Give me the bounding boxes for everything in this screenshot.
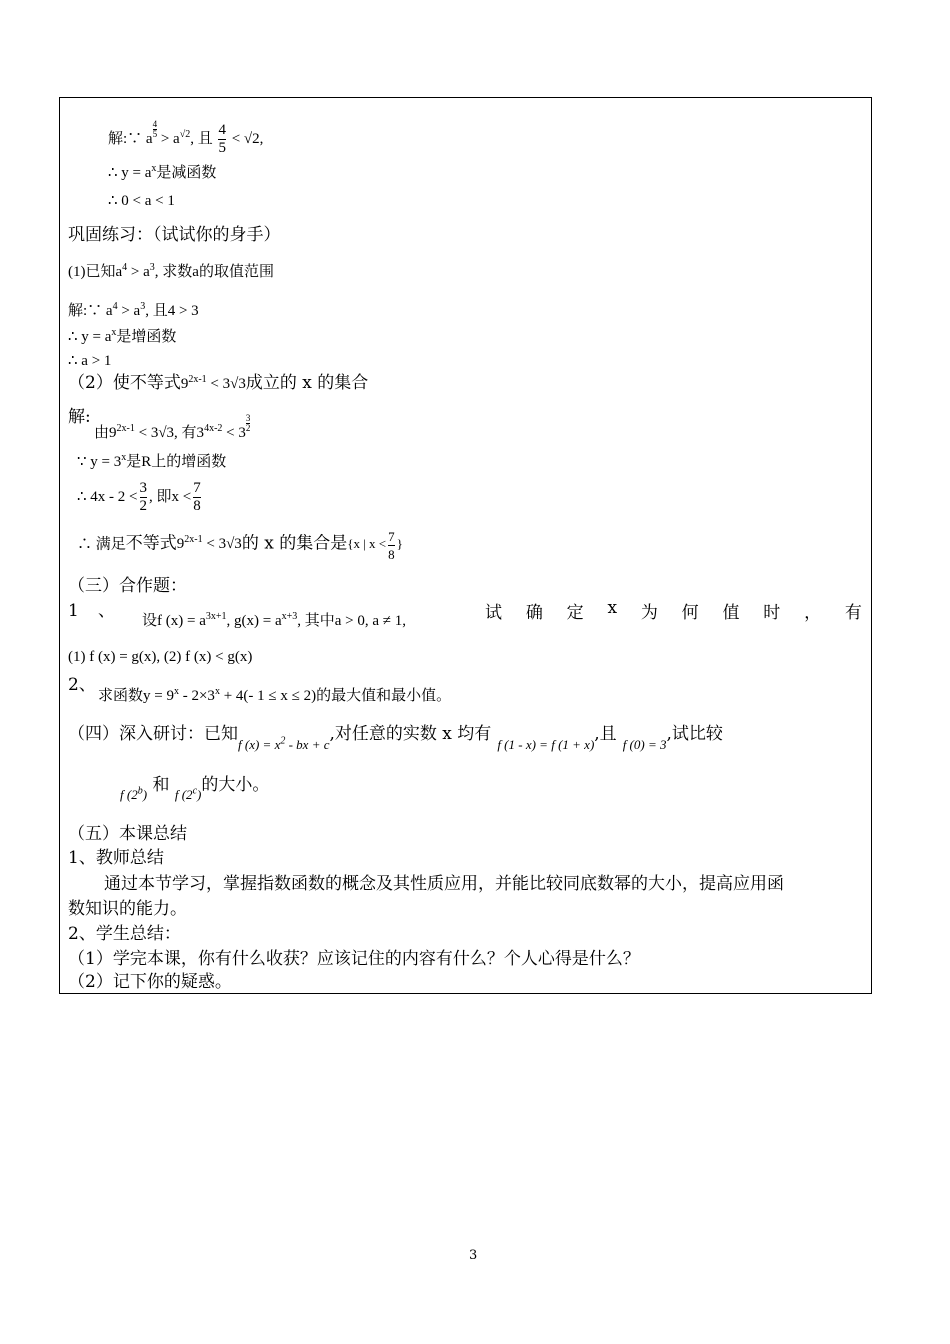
deep-study-line-2: $_{f (2^b)}$ 和 $_{f (2^c)}$的大小。 [120, 775, 270, 802]
cooperation-1-question-words [485, 598, 862, 623]
word: 试 [485, 603, 502, 623]
practice-2-solution-1: 由$9^{2x-1} < 3√3$, 有$3^{4x-2} < 3\frac{3}{2}$ [94, 413, 251, 441]
practice-2-solution-3: ∴ 4x - 2 < $\frac{3}{2}$ , 即x < $\frac{7}{8}$ [77, 480, 201, 514]
word: 值 [722, 603, 740, 623]
practice-2-question: （2）使不等式$9^{2x-1} < 3√3$成立的 x 的集合 [68, 373, 369, 393]
solution-1-line-3: ∴ 0 < a < 1 [108, 193, 175, 209]
cooperation-1-line-2: (1) f (x) = g(x), (2) f (x) < g(x) [68, 649, 253, 665]
practice-1-solution-2: ∴ $y = a^x$是增函数 [68, 327, 177, 345]
word: ， [804, 603, 822, 623]
page-number: 3 [469, 1248, 478, 1263]
teacher-summary-text-1: 通过本节学习，掌握指数函数的概念及其性质应用，并能比较同底数幂的大小，提高应用函 [104, 874, 784, 894]
word: 有 [844, 603, 862, 623]
solution-1-line-1: 解:∵ $a\frac{4}{5}$ > $a^{√2}$, 且 $\frac{4}{5}$ < √2, [108, 119, 264, 157]
summary-heading: （五）本课总结 [68, 824, 187, 844]
teacher-summary-text-2: 数知识的能力。 [68, 899, 187, 919]
practice-1-question: (1)已知$a^4 > a^3$, 求数a的取值范围 [68, 262, 274, 280]
student-summary-question-2: （2）记下你的疑惑。 [68, 972, 232, 992]
practice-heading: 巩固练习：（试试你的身手） [68, 225, 281, 245]
cooperation-2-number: 2、 [68, 675, 96, 695]
practice-1-solution-3: ∴ a > 1 [68, 353, 112, 369]
practice-2-solution-2: ∵ $y = 3^x$是R上的增函数 [77, 452, 227, 470]
cooperation-2-question: 求函数$y = 9^x - 2\times 3^x + 4(-$ 1 ≤ x ≤ 2)的最大值和最小值。 [98, 686, 452, 704]
practice-2-solution-4: ∴ 满足不等式$9^{2x-1} < 3√3$的 x 的集合是{x | x < $\frac{7}{8}$ } [77, 529, 403, 562]
word: x [607, 598, 618, 618]
word: 为 [640, 603, 658, 623]
cooperation-heading: （三）合作题： [68, 576, 187, 596]
word: 何 [681, 603, 699, 623]
student-summary-heading: 2、学生总结： [68, 924, 181, 944]
teacher-summary-heading: 1、教师总结 [68, 848, 164, 868]
word: 时 [763, 603, 781, 623]
word: 定 [566, 603, 584, 623]
word: 确 [525, 603, 543, 623]
student-summary-question-1: （1）学完本课，你有什么收获？应该记住的内容有什么？个人心得是什么？ [68, 949, 640, 969]
practice-1-solution-1: 解:∵ $a^4 > a^3$, 且4 > 3 [68, 301, 199, 319]
cooperation-1-number: 1 [68, 601, 79, 621]
practice-2-solution-label: 解: [68, 407, 91, 427]
cooperation-1-definition: 设f $(x) = a^{3x+1}$, $g(x) = a^{x+3}$, 其中a > 0, a ≠ 1, [142, 611, 407, 629]
cooperation-1-comma: 、 [98, 601, 115, 621]
solution-1-line-2: ∴ $y = a^x$是减函数 [108, 163, 217, 181]
deep-study-line-1: （四）深入研讨：已知$_{f (x) = x^2 - bx + c}$,对任意的实数 x 均有$_{f (1 - x) = f (1 + x)}$,且$_{f (0) = 3}$,试比较 [68, 724, 723, 752]
